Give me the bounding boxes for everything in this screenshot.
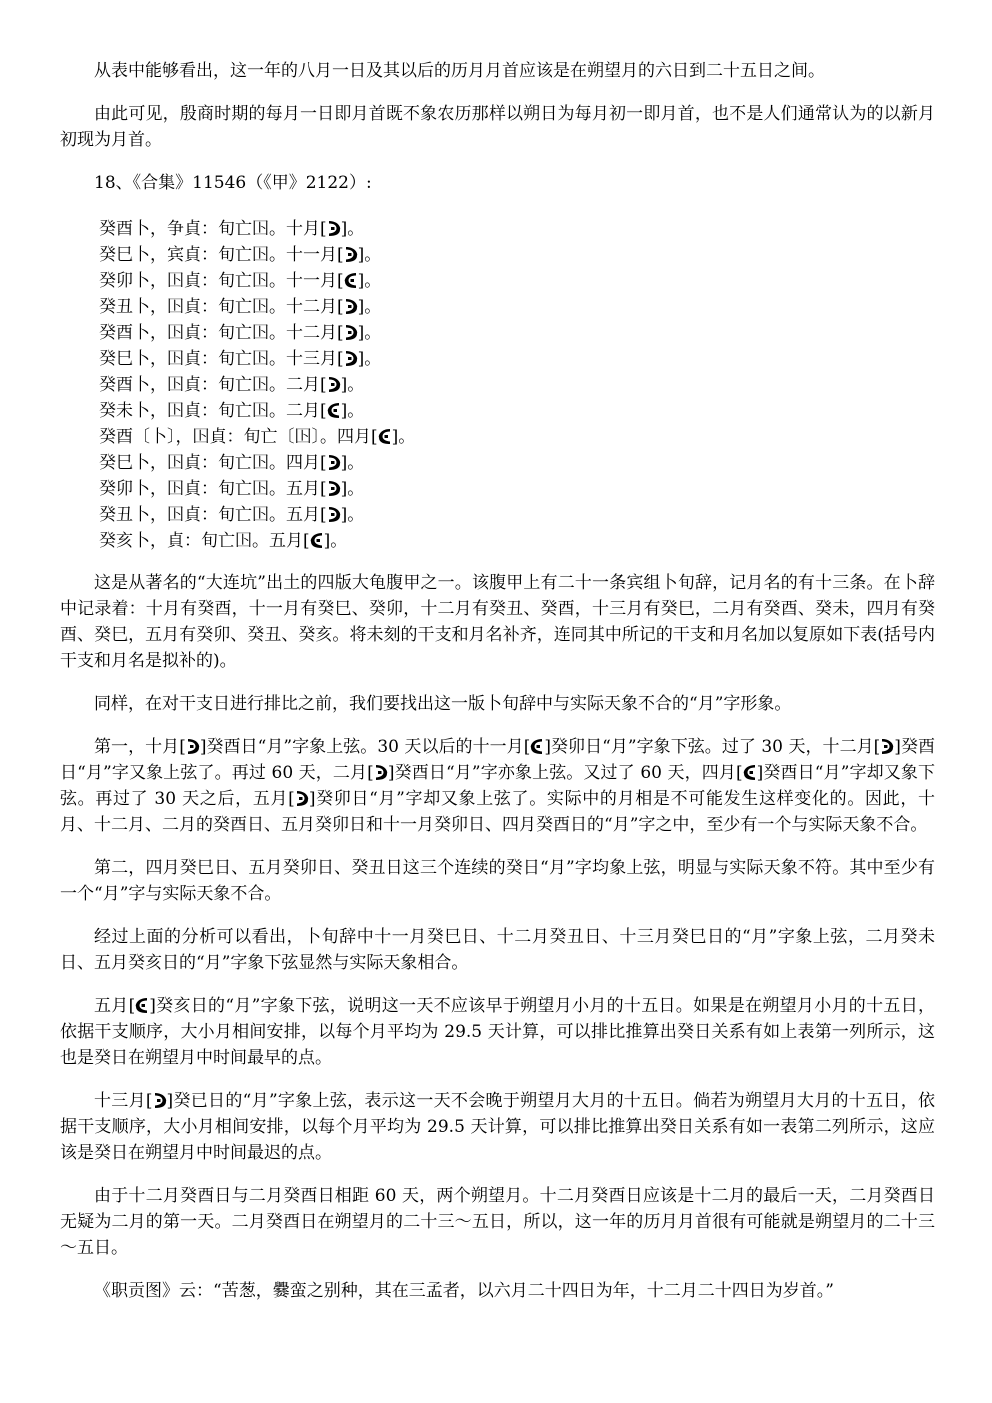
quote-paragraph: 《职贡图》云：“苦葱，爨蛮之别种，其在三孟者，以六月二十四日为年，十二月二十四日为岁首。” <box>94 1281 834 1301</box>
moon-waxing-glyph <box>880 738 894 755</box>
analysis-first-paragraph <box>60 734 935 838</box>
body-paragraph-2: 同样，在对干支日进行排比之前，我们要找出这一版卜旬辞中与实际天象不合的“月”字形象。 <box>94 694 792 714</box>
inscription-line <box>99 372 935 398</box>
text-run: 第一，十月[ <box>94 737 186 757</box>
text-run: ]癸酉日“月”字却又象下弦。再过了 30 天之后，五月[ <box>60 763 936 809</box>
moon-waxing-glyph <box>374 764 388 781</box>
text-run: ]癸酉日“月”字亦象上弦。又过了 60 天，四月[ <box>387 763 743 783</box>
document-page <box>60 58 935 1321</box>
inscription-line <box>99 294 935 320</box>
inscription-tail: ]。 <box>357 349 382 369</box>
moon-waxing-glyph <box>344 350 358 367</box>
moon-waxing-glyph <box>327 220 341 237</box>
moon-waxing-glyph <box>327 506 341 523</box>
intro-paragraph-1: 从表中能够看出，这一年的八月一日及其以后的历月月首应该是在朔望月的六日到二十五日之间。 <box>94 61 825 81</box>
may-guihai-paragraph <box>60 993 935 1071</box>
inscription-tail: ]。 <box>340 505 365 525</box>
inscription-tail: ]。 <box>340 453 365 473</box>
inscription-line <box>99 450 935 476</box>
inscription-line <box>99 424 935 450</box>
thirteenth-month-paragraph <box>60 1088 935 1166</box>
moon-waning-glyph <box>135 997 149 1014</box>
inscription-text: 癸酉卜，𡆥貞：旬亡𡆥。二月[ <box>99 375 327 395</box>
moon-waxing-glyph <box>327 376 341 393</box>
inscription-text: 癸酉卜，争貞：旬亡𡆥。十月[ <box>99 219 327 239</box>
inscription-tail: ]。 <box>391 427 416 447</box>
moon-waxing-glyph <box>295 790 309 807</box>
inscription-text: 癸巳卜，𡆥貞：旬亡𡆥。十三月[ <box>99 349 344 369</box>
moon-waxing-glyph <box>344 246 358 263</box>
text-run: ]癸亥日的“月”字象下弦，说明这一天不应该早于朔望月小月的十五日。如果是在朔望月小月的十五日，依据干支顺序，大小月相间安排，以每个月平均为 29.5 天计算，可以排比推算出癸日关系有如上表第一列所示，这也是癸日在朔望月中时间最早的点。 <box>60 996 935 1068</box>
moon-waning-glyph <box>530 738 544 755</box>
conclusion-paragraph: 由于十二月癸酉日与二月癸酉日相距 60 天，两个朔望月。十二月癸酉日应该是十二月的最后一天，二月癸酉日无疑为二月的第一天。二月癸酉日在朔望月的二十三～五日，所以，这一年的历月月首很有可能就是朔望月的二十三～五日。 <box>60 1186 935 1258</box>
inscription-line <box>99 346 935 372</box>
inscription-text: 癸亥卜，貞：旬亡𡆥。五月[ <box>99 531 310 551</box>
moon-waxing-glyph <box>344 298 358 315</box>
inscription-tail: ]。 <box>323 531 348 551</box>
inscription-line <box>99 476 935 502</box>
text-run: 十三月[ <box>94 1091 153 1111</box>
inscription-tail: ]。 <box>357 245 382 265</box>
text-run: ]癸酉日“月”字象上弦。30 天以后的十一月[ <box>199 737 531 757</box>
inscription-text: 癸巳卜，宾貞：旬亡𡆥。十一月[ <box>99 245 344 265</box>
inscription-tail: ]。 <box>357 271 382 291</box>
inscription-line <box>99 216 935 242</box>
inscription-list <box>60 216 935 554</box>
inscription-line <box>99 242 935 268</box>
moon-waning-glyph <box>327 402 341 419</box>
body-paragraph-1: 这是从著名的“大连坑”出土的四版大龟腹甲之一。该腹甲上有二十一条宾组卜旬辞，记月名的有十三条。在卜辞中记录着：十月有癸酉，十一月有癸巳、癸卯，十二月有癸丑、癸酉，十三月有癸巳，二月有癸酉、癸未，四月有癸酉、癸巳，五月有癸卯、癸丑、癸亥。将未刻的干支和月名补齐，连同其中所记的干支和月名加以复原如下表(括号内干支和月名是拟补的)。 <box>60 573 935 671</box>
inscription-text: 癸酉卜，𡆥貞：旬亡𡆥。十二月[ <box>99 323 344 343</box>
source-reference: 18、《合集》11546（《甲》2122）: <box>94 173 372 193</box>
text-run: 五月[ <box>94 996 136 1016</box>
moon-waxing-glyph <box>186 738 200 755</box>
inscription-tail: ]。 <box>357 297 382 317</box>
moon-waning-glyph <box>743 764 757 781</box>
inscription-line <box>99 502 935 528</box>
inscription-tail: ]。 <box>357 323 382 343</box>
inscription-text: 癸卯卜，𡆥貞：旬亡𡆥。十一月[ <box>99 271 344 291</box>
inscription-text: 癸酉〔卜〕，𡆥貞：旬亡〔𡆥〕。四月[ <box>99 427 378 447</box>
analysis-second-paragraph: 第二，四月癸巳日、五月癸卯日、癸丑日这三个连续的癸日“月”字均象上弦，明显与实际天象不符。其中至少有一个“月”字与实际天象不合。 <box>60 858 935 904</box>
moon-waxing-glyph <box>153 1092 167 1109</box>
inscription-text: 癸巳卜，𡆥貞：旬亡𡆥。四月[ <box>99 453 327 473</box>
inscription-tail: ]。 <box>340 401 365 421</box>
analysis-third-paragraph: 经过上面的分析可以看出，卜旬辞中十一月癸巳日、十二月癸丑日、十三月癸巳日的“月”字象上弦，二月癸未日、五月癸亥日的“月”字象下弦显然与实际天象相合。 <box>60 927 935 973</box>
inscription-tail: ]。 <box>340 479 365 499</box>
inscription-text: 癸丑卜，𡆥貞：旬亡𡆥。十二月[ <box>99 297 344 317</box>
moon-waxing-glyph <box>327 454 341 471</box>
text-run: ]癸卯日“月”字象下弦。过了 30 天，十二月[ <box>544 737 881 757</box>
moon-waning-glyph <box>310 532 324 549</box>
moon-waning-glyph <box>378 428 392 445</box>
inscription-text: 癸未卜，𡆥貞：旬亡𡆥。二月[ <box>99 401 327 421</box>
inscription-line <box>99 398 935 424</box>
inscription-tail: ]。 <box>340 219 365 239</box>
moon-waxing-glyph <box>344 324 358 341</box>
intro-paragraph-2: 由此可见，殷商时期的每月一日即月首既不象农历那样以朔日为每月初一即月首，也不是人们通常认为的以新月初现为月首。 <box>60 104 935 150</box>
text-run: ]癸酉日“月”字又象上弦了。再过 60 天，二月[ <box>60 737 935 783</box>
text-run: ]癸已日的“月”字象上弦，表示这一天不会晚于朔望月大月的十五日。倘若为朔望月大月的十五日，依据干支顺序，大小月相间安排，以每个月平均为 29.5 天计算，可以排比推算出癸日关系有如一表第二列所示，这应该是癸日在朔望月中时间最迟的点。 <box>60 1091 935 1163</box>
text-run: ]癸卯日“月”字却又象上弦了。实际中的月相是不可能发生这样变化的。因此，十月、十二月、二月的癸酉日、五月癸卯日和十一月癸卯日、四月癸酉日的“月”字之中，至少有一个与实际天象不合。 <box>60 789 936 835</box>
moon-waning-glyph <box>344 272 358 289</box>
inscription-line <box>99 268 935 294</box>
inscription-text: 癸卯卜，𡆥貞：旬亡𡆥。五月[ <box>99 479 327 499</box>
inscription-line <box>99 528 935 554</box>
moon-waxing-glyph <box>327 480 341 497</box>
inscription-tail: ]。 <box>340 375 365 395</box>
inscription-line <box>99 320 935 346</box>
inscription-text: 癸丑卜，𡆥貞：旬亡𡆥。五月[ <box>99 505 327 525</box>
